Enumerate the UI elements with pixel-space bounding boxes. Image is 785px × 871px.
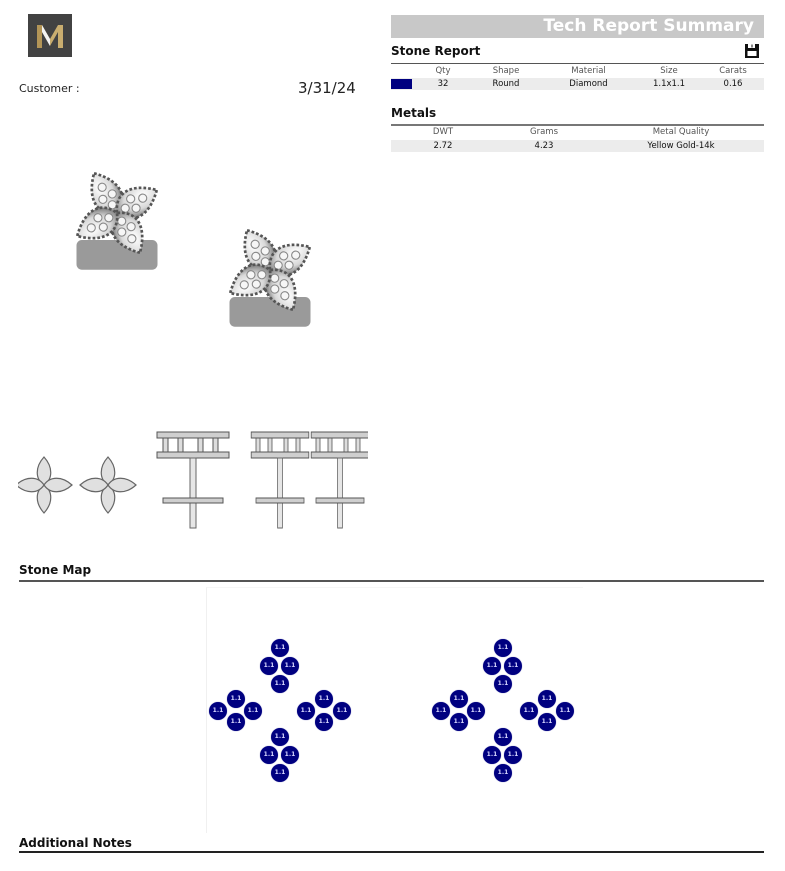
- stone-marker: 1.1: [494, 639, 512, 657]
- stone-marker: 1.1: [227, 690, 245, 708]
- stone-marker: 1.1: [315, 713, 333, 731]
- earrings-render-image: [45, 135, 345, 355]
- stone-marker: 1.1: [494, 728, 512, 746]
- stone-report-header: [391, 66, 764, 77]
- metals-row: [391, 140, 764, 152]
- metals-title: Metals: [391, 106, 437, 120]
- col-carats: Carats: [719, 66, 747, 76]
- cell-material: Diamond: [569, 79, 608, 89]
- report-title-bar: [391, 15, 764, 38]
- stone-marker: 1.1: [556, 702, 574, 720]
- report-date: 3/31/24: [298, 79, 356, 97]
- cell-metal-quality: Yellow Gold-14k: [647, 141, 715, 151]
- stone-marker: 1.1: [504, 657, 522, 675]
- col-material: Material: [571, 66, 606, 76]
- earring-views-image: [18, 428, 368, 538]
- stone-marker: 1.1: [483, 657, 501, 675]
- stone-marker: 1.1: [450, 690, 468, 708]
- stone-marker: 1.1: [504, 746, 522, 764]
- stone-marker: 1.1: [494, 675, 512, 693]
- stone-marker: 1.1: [520, 702, 538, 720]
- col-metal-quality: Metal Quality: [652, 127, 710, 137]
- cell-carats: 0.16: [723, 79, 743, 89]
- stone-marker: 1.1: [209, 702, 227, 720]
- stone-marker: 1.1: [450, 713, 468, 731]
- stone-marker: 1.1: [538, 690, 556, 708]
- stone-marker: 1.1: [271, 639, 289, 657]
- stone-marker: 1.1: [538, 713, 556, 731]
- stone-report-divider: [391, 63, 764, 64]
- col-shape: Shape: [492, 66, 520, 76]
- stone-marker: 1.1: [333, 702, 351, 720]
- stone-marker: 1.1: [281, 746, 299, 764]
- logo-m-icon: [35, 23, 65, 49]
- cell-grams: 4.23: [534, 141, 554, 151]
- col-grams: Grams: [530, 127, 558, 137]
- stone-marker: 1.1: [260, 746, 278, 764]
- metals-divider: [391, 124, 764, 126]
- stone-color-swatch: [391, 79, 412, 89]
- floppy-disk-icon: [745, 44, 759, 58]
- cell-shape: Round: [492, 79, 520, 89]
- stone-marker: 1.1: [297, 702, 315, 720]
- stone-marker: 1.1: [271, 764, 289, 782]
- stone-marker: 1.1: [432, 702, 450, 720]
- cell-qty: 32: [437, 79, 449, 89]
- stone-marker: 1.1: [483, 746, 501, 764]
- stone-marker: 1.1: [281, 657, 299, 675]
- cell-dwt: 2.72: [433, 141, 453, 151]
- stone-report-title: Stone Report: [391, 44, 481, 58]
- stone-marker: 1.1: [315, 690, 333, 708]
- stone-marker: 1.1: [271, 728, 289, 746]
- stone-marker: 1.1: [227, 713, 245, 731]
- additional-notes-title: Additional Notes: [19, 836, 132, 850]
- company-logo: [28, 14, 72, 57]
- save-icon[interactable]: [745, 43, 759, 57]
- additional-notes-divider: [19, 851, 764, 853]
- report-title: Tech Report Summary: [543, 16, 754, 36]
- stone-map-divider: [19, 580, 764, 582]
- col-dwt: DWT: [432, 127, 454, 137]
- col-qty: Qty: [435, 66, 451, 76]
- customer-label: Customer :: [19, 82, 80, 95]
- stone-marker: 1.1: [271, 675, 289, 693]
- stone-report-row: [391, 78, 764, 90]
- col-size: Size: [660, 66, 678, 76]
- metals-header: [391, 127, 764, 138]
- cell-size: 1.1x1.1: [652, 79, 686, 89]
- stone-marker: 1.1: [467, 702, 485, 720]
- stone-marker: 1.1: [260, 657, 278, 675]
- stone-map-title: Stone Map: [19, 563, 92, 577]
- stone-marker: 1.1: [494, 764, 512, 782]
- stone-marker: 1.1: [244, 702, 262, 720]
